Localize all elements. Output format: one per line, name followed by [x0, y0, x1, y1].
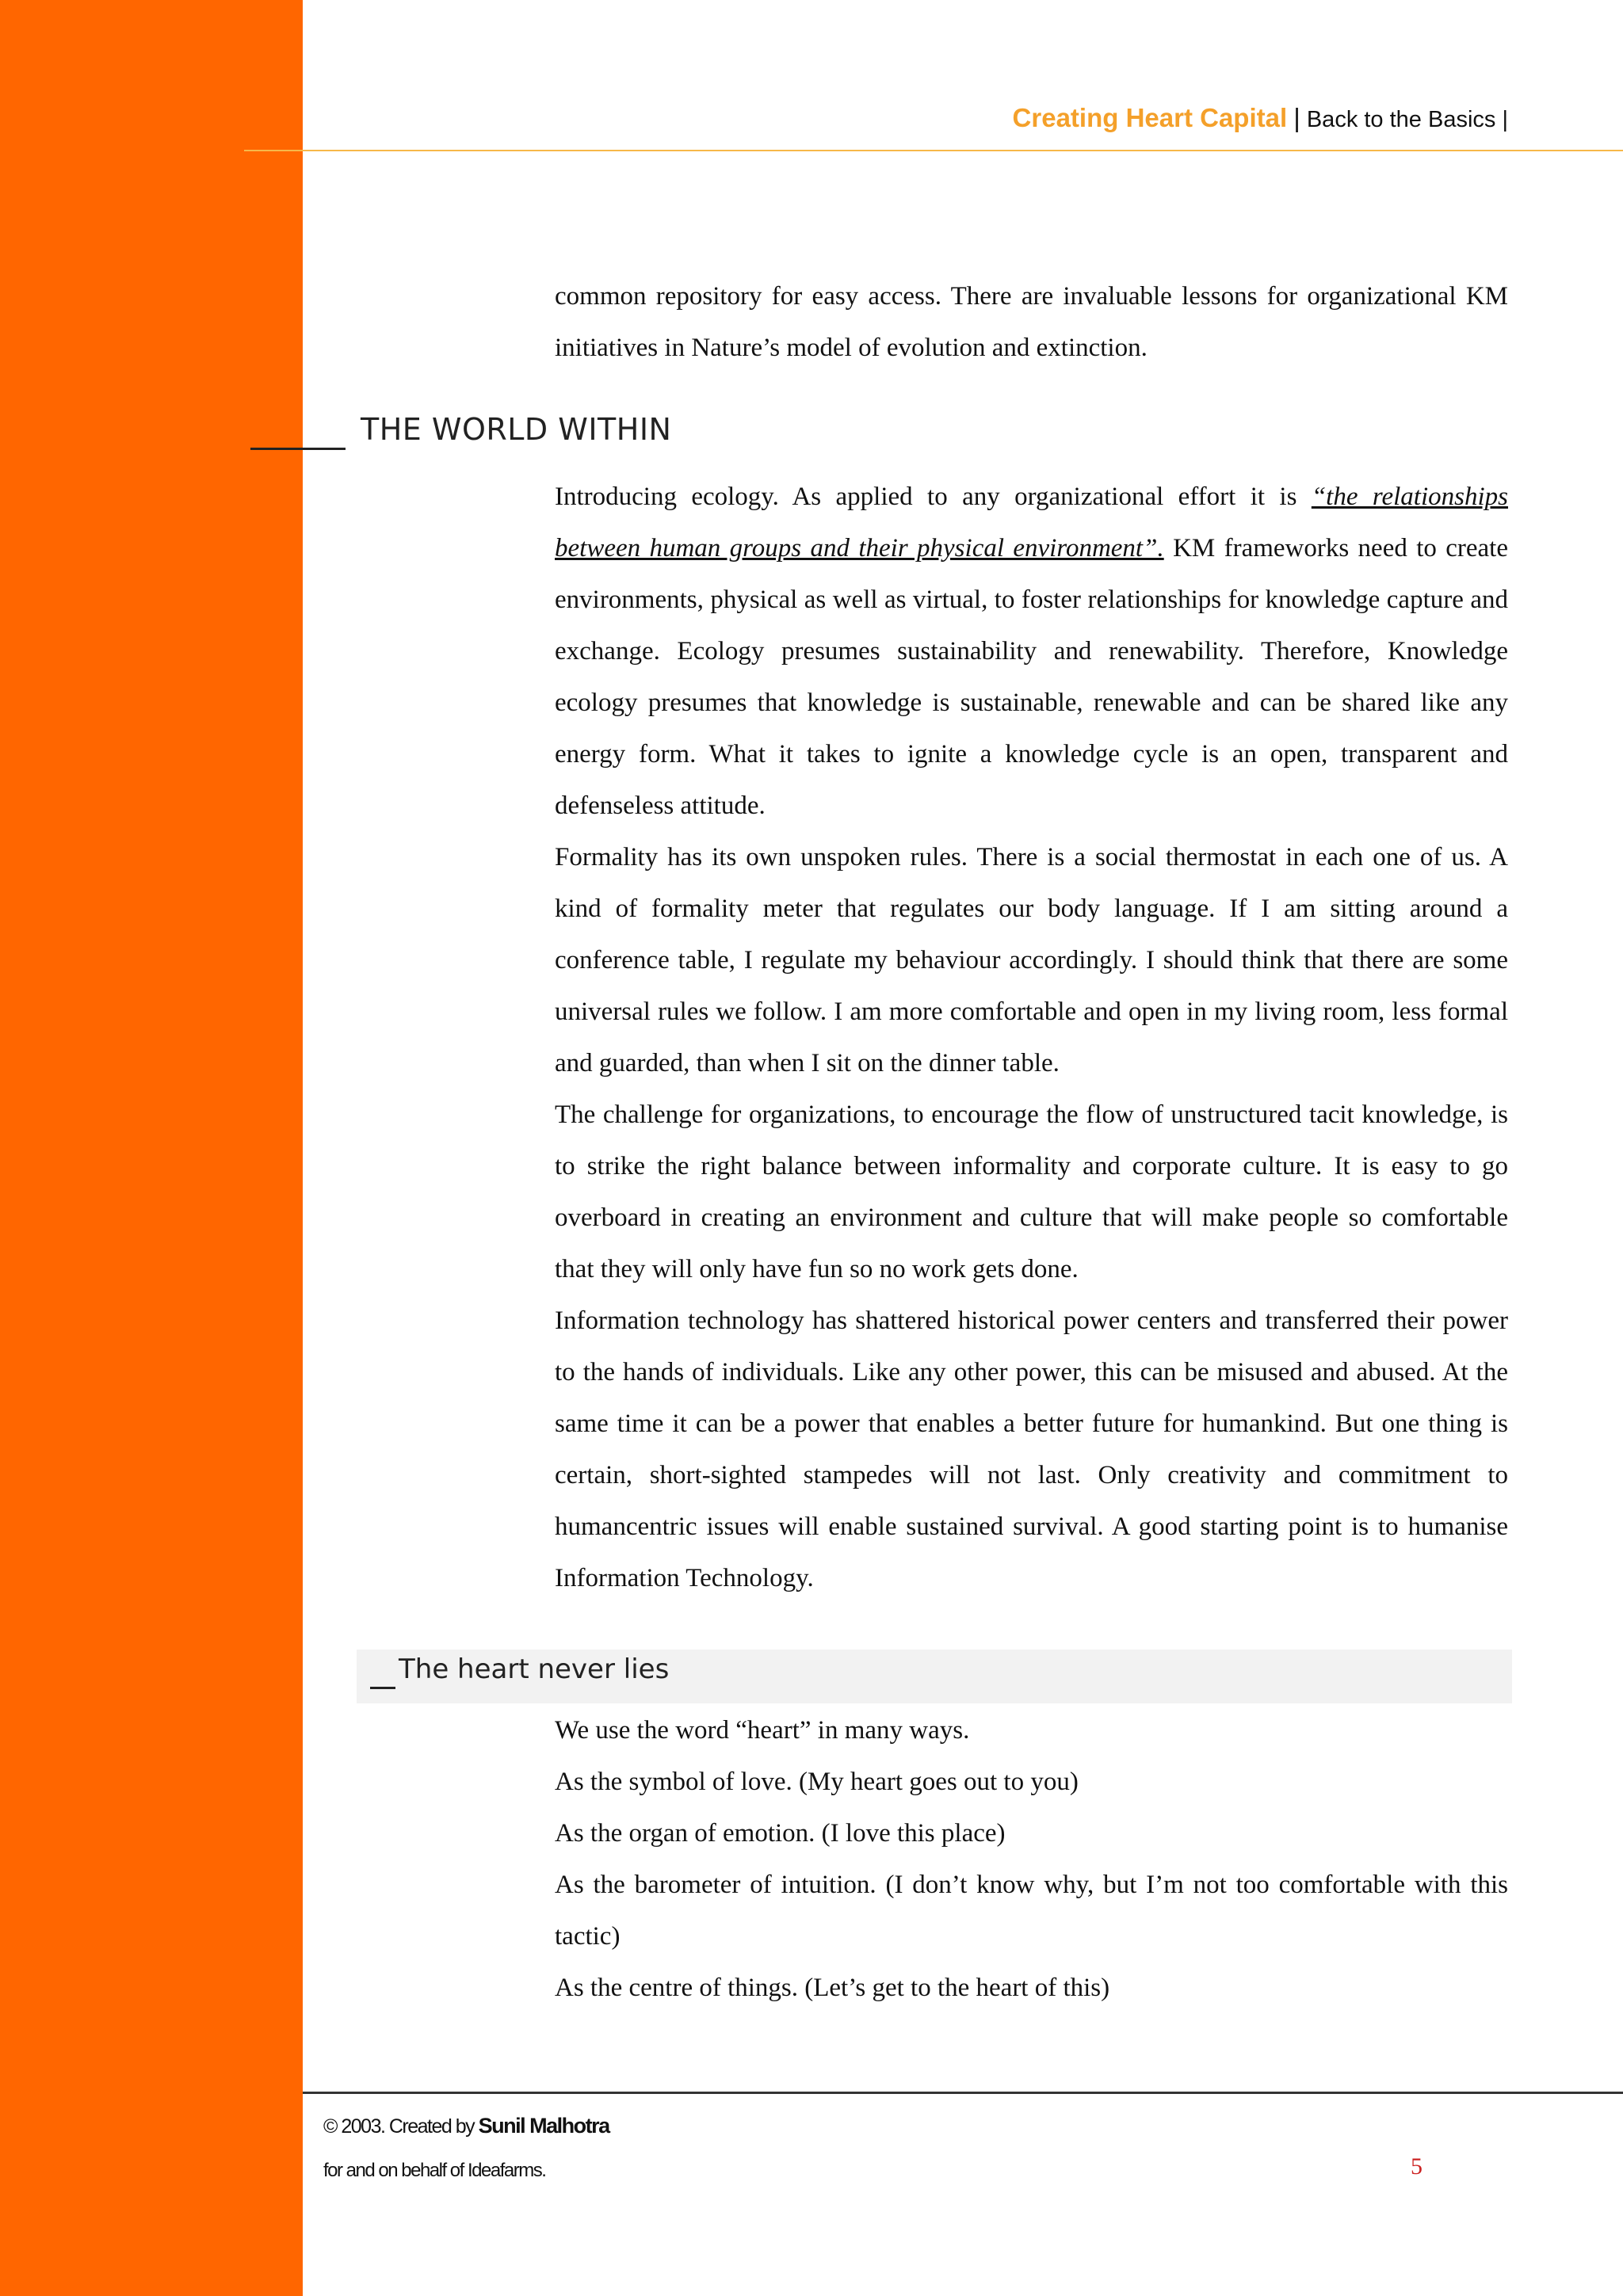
list-item: As the barometer of intuition. (I don’t know why, but I’m not too comfortable with this tactic)	[555, 1871, 1508, 1951]
section-body	[555, 471, 1508, 1604]
list-item: As the centre of things. (Let’s get to the heart of this)	[555, 1974, 1110, 2002]
header-section: Back to the Basics |	[1306, 107, 1508, 132]
section-dash	[250, 448, 346, 450]
list-item: As the organ of emotion. (I love this place)	[555, 1819, 1006, 1848]
header-brand: Creating Heart Capital	[1012, 103, 1288, 132]
paragraph-ecology-lead: Introducing ecology. As applied to any organizational effort it is	[555, 482, 1312, 511]
footer-copyright	[323, 2114, 609, 2138]
footer-rule	[303, 2092, 1623, 2094]
intro-paragraph: common repository for easy access. There are invaluable lessons for organizational KM initiatives in Nature’s model of evolution and extinction.	[555, 282, 1508, 362]
header-rule	[244, 150, 1623, 151]
ecology-definition-quote: “the relationships between human groups and their physical environment”.	[555, 482, 1508, 563]
paragraph-ecology	[555, 471, 1508, 832]
page-header	[1013, 103, 1508, 139]
intro-continuation	[555, 271, 1508, 374]
subsection-dash	[370, 1687, 395, 1689]
orange-sidebar	[0, 0, 303, 2296]
header-separator: |	[1293, 103, 1300, 132]
paragraph-information-technology: Information technology has shattered historical power centers and transferred their power to the hands of individuals. Like any other power, this can be misused and abused. At the same time it can be a power that enables a better future for humankind. But one thing is certain, short-sighted stampedes will not last. Only creativity and commitment to humancentric issues will enable sustained survival. A good starting point is to humanise Information Technology.	[555, 1306, 1508, 1592]
paragraph-formality: Formality has its own unspoken rules. There is a social thermostat in each one of us. A kind of formality meter that regulates our body language. If I am sitting around a conference table, I regulate my behaviour accordingly. I should think that there are some universal rules we follow. I am more comfortable and open in my living room, less formal and guarded, than when I sit on the dinner table.	[555, 843, 1508, 1077]
list-item: As the symbol of love. (My heart goes out to you)	[555, 1768, 1079, 1796]
list-item: We use the word “heart” in many ways.	[555, 1716, 970, 1745]
subsection-title: The heart never lies	[399, 1653, 670, 1685]
heart-list	[555, 1705, 1508, 2014]
page-number: 5	[1411, 2153, 1423, 2180]
paragraph-challenge: The challenge for organizations, to encourage the flow of unstructured tacit knowledge, is to strike the right balance between informality and corporate culture. It is easy to go overboard in creating an environment and culture that will make people so comfortable that they will only have fun so no work gets done.	[555, 1100, 1508, 1283]
author-name: Sunil Malhotra	[478, 2114, 609, 2138]
copyright-text: © 2003. Created by	[323, 2115, 479, 2138]
paragraph-ecology-rest: KM frameworks need to create environments, physical as well as virtual, to foster relationships for knowledge capture and exchange. Ecology presumes sustainability and renewability. Therefore, Knowledge ecology presumes that knowledge is sustainable, renewable and can be shared like any energy form. What it takes to ignite a knowledge cycle is an open, transparent and defenseless attitude.	[555, 534, 1508, 820]
footer-behalf: for and on behalf of Ideafarms.	[323, 2160, 546, 2181]
section-title: THE WORLD WITHIN	[361, 412, 672, 447]
